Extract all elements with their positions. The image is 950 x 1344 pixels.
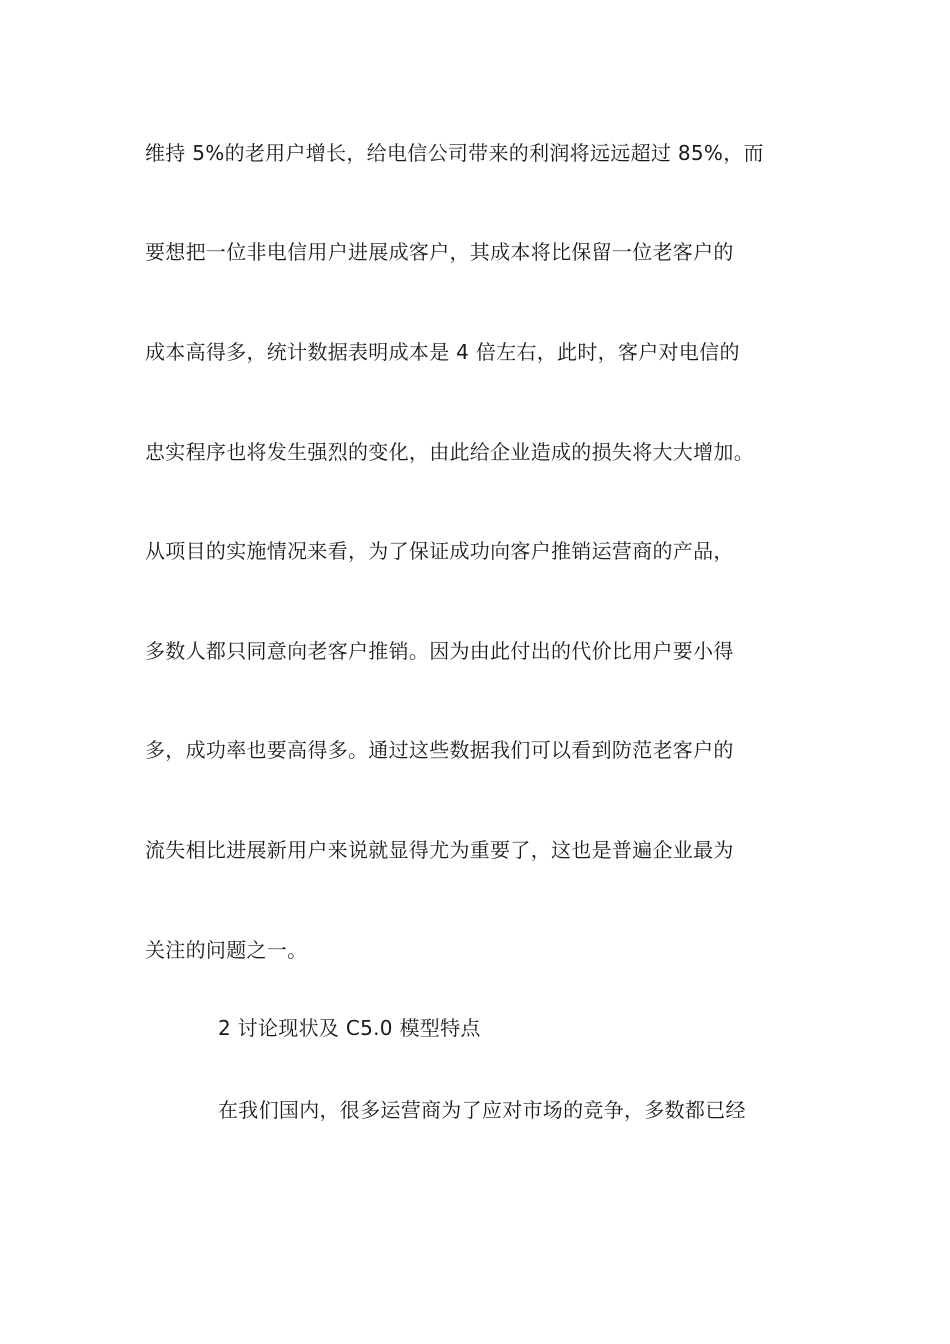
paragraph-line: 维持 5%的老用户增长，给电信公司带来的利润将远远超过 85%，而 xyxy=(145,141,764,165)
paragraph-line: 忠实程序也将发生强烈的变化，由此给企业造成的损失将大大增加。 xyxy=(145,440,754,464)
paragraph-line: 在我们国内，很多运营商为了应对市场的竞争，多数都已经 xyxy=(218,1098,746,1122)
paragraph-line: 多，成功率也要高得多。通过这些数据我们可以看到防范老客户的 xyxy=(145,738,734,762)
section-heading: 2 讨论现状及 C5.0 模型特点 xyxy=(218,1016,481,1040)
paragraph-line: 成本高得多，统计数据表明成本是 4 倍左右，此时，客户对电信的 xyxy=(145,340,740,364)
paragraph-line: 多数人都只同意向老客户推销。因为由此付出的代价比用户要小得 xyxy=(145,639,734,663)
paragraph-line: 从项目的实施情况来看，为了保证成功向客户推销运营商的产品， xyxy=(145,539,734,563)
paragraph-line: 要想把一位非电信用户进展成客户，其成本将比保留一位老客户的 xyxy=(145,240,734,264)
paragraph-line: 流失相比进展新用户来说就显得尤为重要了，这也是普遍企业最为 xyxy=(145,838,734,862)
paragraph-line: 关注的问题之一。 xyxy=(145,938,308,962)
